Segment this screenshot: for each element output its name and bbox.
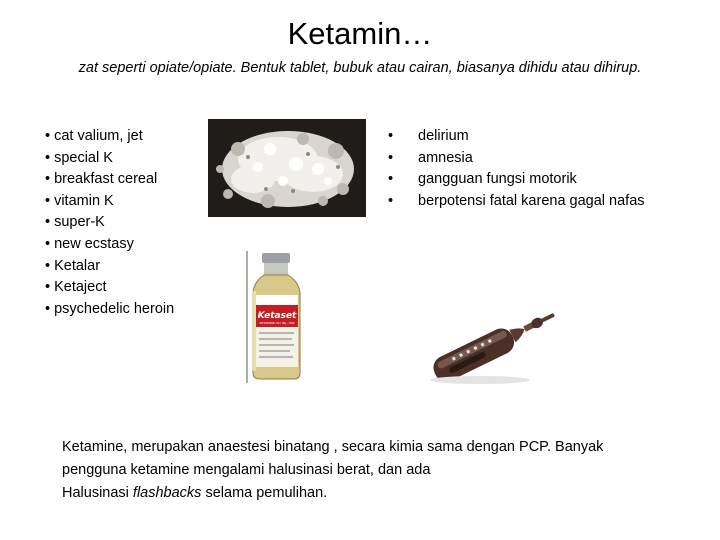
alias-item-label: psychedelic heroin	[54, 300, 175, 317]
effect-item-label: delirium	[418, 128, 469, 144]
bullet-icon: •	[45, 257, 51, 274]
alias-item-label: new ecstasy	[54, 235, 134, 252]
slide-title-text: Ketamin	[287, 16, 402, 51]
effects-list	[388, 126, 708, 212]
footer-line-3-prefix: Halusinasi	[62, 485, 133, 501]
vial-image	[246, 251, 306, 383]
ampoule-image	[420, 298, 568, 390]
bullet-icon: •	[45, 192, 51, 209]
effect-item-label: amnesia	[418, 149, 473, 166]
alias-item-label: vitamin K	[54, 192, 114, 209]
bullet-icon: •	[45, 128, 51, 144]
bullet-icon: •	[45, 279, 51, 296]
bullet-icon: •	[388, 171, 394, 188]
alias-list	[45, 126, 210, 320]
alias-item	[45, 148, 210, 170]
footer-line-1: Ketamine, merupakan anaestesi binatang , secara kimia sama dengan PCP. Banyak	[62, 439, 604, 455]
footer-line-3	[62, 482, 702, 505]
footer-line-3-suffix: selama pemulihan.	[201, 485, 328, 501]
alias-item-label: super-K	[54, 214, 105, 231]
alias-item	[45, 126, 210, 148]
alias-item	[45, 212, 210, 234]
alias-item	[45, 169, 210, 191]
bullet-icon: •	[45, 149, 51, 166]
alias-item-label: breakfast cereal	[54, 171, 158, 188]
slide-title-ellipsis: …	[401, 16, 433, 51]
alias-item-label: cat valium, jet	[54, 128, 143, 144]
bullet-icon: •	[45, 235, 51, 252]
effect-item	[388, 191, 708, 213]
bullet-icon: •	[45, 171, 51, 188]
alias-item	[45, 234, 210, 256]
alias-item	[45, 299, 210, 321]
alias-item	[45, 277, 210, 299]
effect-item-label: gangguan fungsi motorik	[418, 171, 577, 188]
bullet-icon: •	[45, 214, 51, 231]
effect-item	[388, 169, 708, 191]
effect-item	[388, 148, 708, 170]
bullet-icon: •	[388, 128, 394, 144]
footer-italic-term: flashbacks	[132, 485, 202, 501]
vial-label-text: Ketaset	[257, 311, 297, 321]
effect-item	[388, 126, 708, 148]
slide-title	[0, 14, 720, 54]
alias-item-label: special K	[54, 149, 113, 166]
alias-item-label: Ketaject	[54, 279, 107, 296]
bullet-icon: •	[45, 300, 51, 317]
bullet-icon: •	[388, 192, 394, 209]
vial-sublabel-text: KETAMINE HCl INJ., USP	[259, 321, 295, 325]
slide-subtitle: zat seperti opiate/opiate. Bentuk tablet, bubuk atau cairan, biasanya dihidu atau dihirup.	[78, 60, 642, 76]
footer-line-2: pengguna ketamine mengalami halusinasi berat, dan ada	[62, 462, 431, 478]
footer-text	[62, 436, 702, 505]
alias-item	[45, 256, 210, 278]
bullet-icon: •	[388, 149, 394, 166]
effect-item-label: berpotensi fatal karena gagal nafas	[418, 192, 645, 209]
alias-item-label: Ketalar	[54, 257, 101, 274]
powder-image	[208, 119, 366, 217]
alias-item	[45, 191, 210, 213]
